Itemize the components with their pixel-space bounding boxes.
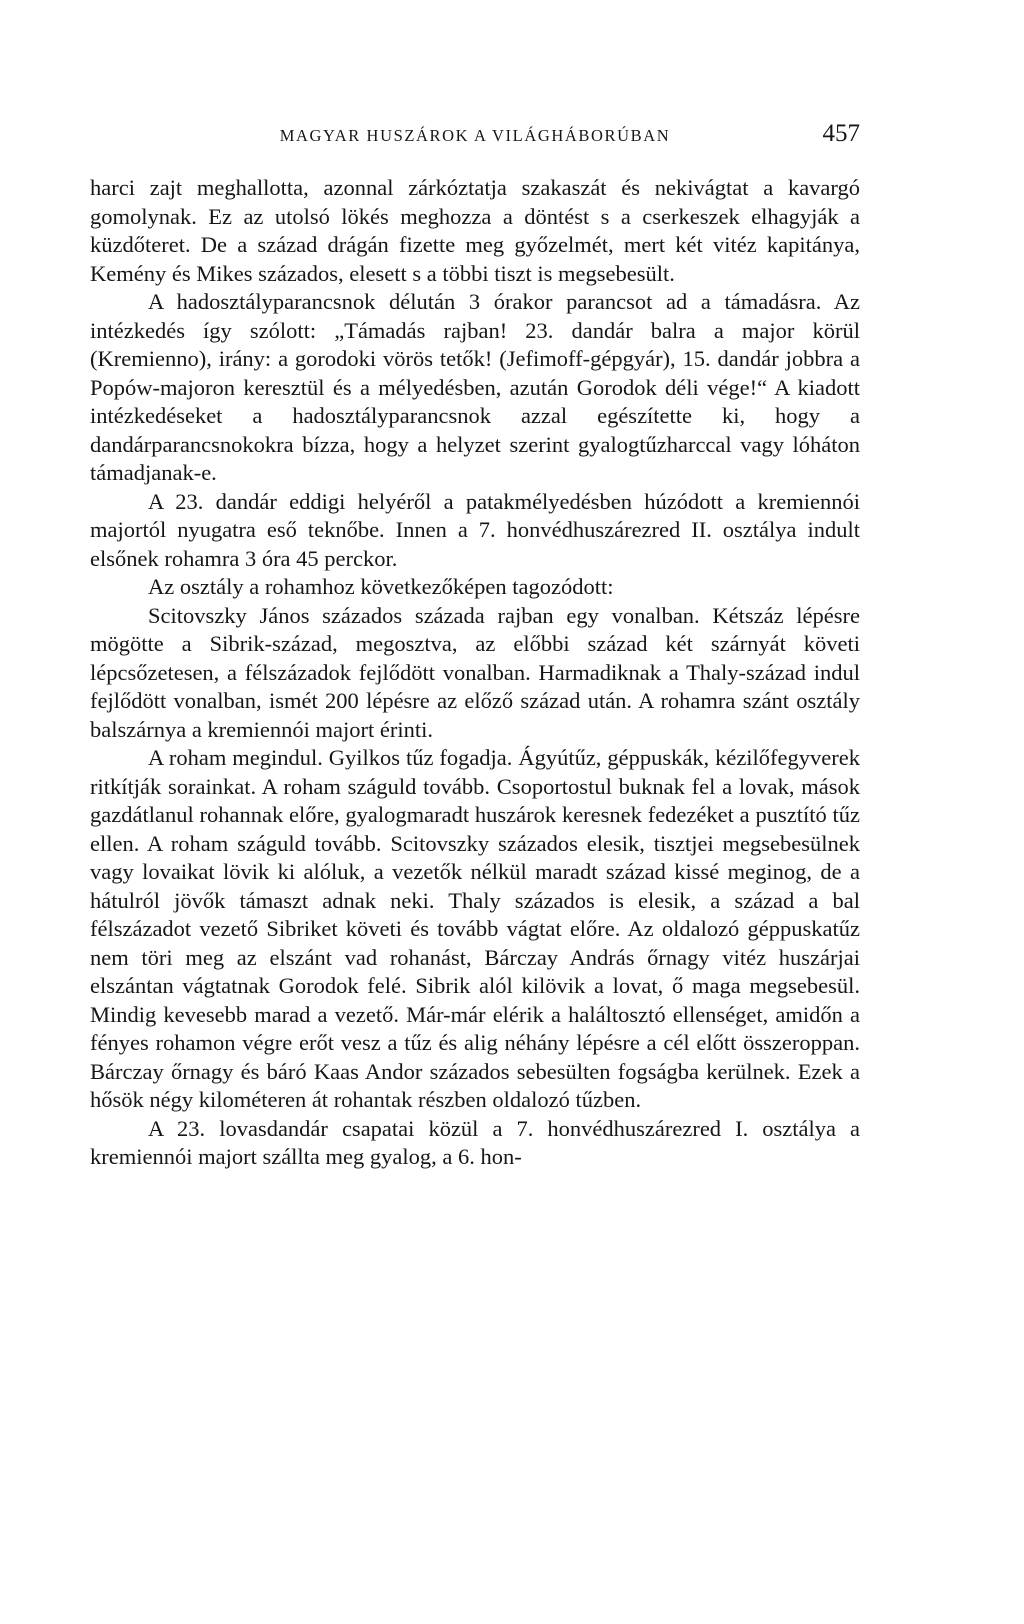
page-header [90, 120, 860, 156]
paragraph: Scitovszky János százados százada rajban egy vonalban. Kétszáz lépésre mögötte a Sibrik-század, megosztva, az előbbi század két szárnyát követi lépcsőzetesen, a félszázadok fejlődött vonalban. Harmadiknak a Thaly-század indul fejlődött vonalban, ismét 200 lépésre az előző század után. A rohamra szánt osztály balszárnya a kremiennói majort érinti. [90, 602, 860, 742]
running-title: MAGYAR HUSZÁROK A VILÁGHÁBORÚBAN [279, 126, 671, 145]
page-number: 457 [822, 120, 860, 147]
paragraph: A hadosztályparancsnok délután 3 órakor parancsot ad a támadásra. Az intézkedés így szólott: „Támadás rajban! 23. dandár balra a major körül (Kremienno), irány: a gorodoki vörös tetők! (Jefimoff-gépgyár), 15. dandár jobbra a Popów-majoron keresztül és a mélyedésben, azután Gorodok déli vége!“ A kiadott intézkedéseket a hadosztályparancsnok azzal egészítette ki, hogy a dandárparancsnokokra bízza, hogy a helyzet szerint gyalogtűzharccal vagy lóháton támadjanak-e. [90, 289, 860, 485]
paragraph: A roham megindul. Gyilkos tűz fogadja. Ágyútűz, géppuskák, kézilőfegyverek ritkítják sorainkat. A roham száguld tovább. Csoportostul buknak fel a lovak, mások gazdátlanul rohannak előre, gyalogmaradt huszárok keresnek fedezéket a pusztító tűz ellen. A roham száguld tovább. Scitovszky százados elesik, tisztjei megsebesülnek vagy lovaikat lövik ki alóluk, a vezetők nélkül maradt század kissé meginog, de a hátulról jövők támaszt adnak neki. Thaly százados is elesik, a század a bal félszázadot vezető Sibriket követi és tovább vágtat előre. Az oldalozó géppuskatűz nem töri meg az elszánt vad rohanást, Bárczay András őrnagy vitéz huszárjai elszántan vágtatnak Gorodok felé. Sibrik alól kilövik a lovat, ő maga megsebesül. Mindig kevesebb marad a vezető. Már-már elérik a haláltosztó ellenséget, amidőn a fényes rohamon végre erőt vesz a tűz és alig néhány lépésre a cél előtt összeroppan. Bárczay őrnagy és báró Kaas Andor százados sebesülten fogságba kerülnek. Ezek a hősök négy kilométeren át rohantak részben oldalozó tűzben. [90, 745, 860, 1112]
paragraph: Az osztály a rohamhoz következőképen tagozódott: [148, 574, 614, 599]
paragraph: harci zajt meghallotta, azonnal zárkóztatja szakaszát és nekivágtat a kavargó gomolynak. Ez az utolsó lökés meghozza a döntést s a cserkeszek elhagyják a küzdőteret. De a század drágán fizette meg győzelmét, mert két vitéz kapitánya, Kemény és Mikes százados, elesett s a többi tiszt is megsebesült. [90, 175, 860, 286]
body-text [90, 174, 860, 1172]
book-page [90, 120, 860, 1172]
paragraph: A 23. lovasdandár csapatai közül a 7. honvédhuszárezred I. osztálya a kremiennói majort szállta meg gyalog, a 6. hon- [90, 1115, 860, 1169]
paragraph: A 23. dandár eddigi helyéről a patakmélyedésben húzódott a kremiennói majortól nyugatra eső teknőbe. Innen a 7. honvédhuszárezred II. osztálya indult elsőnek rohamra 3 óra 45 perckor. [90, 488, 860, 571]
